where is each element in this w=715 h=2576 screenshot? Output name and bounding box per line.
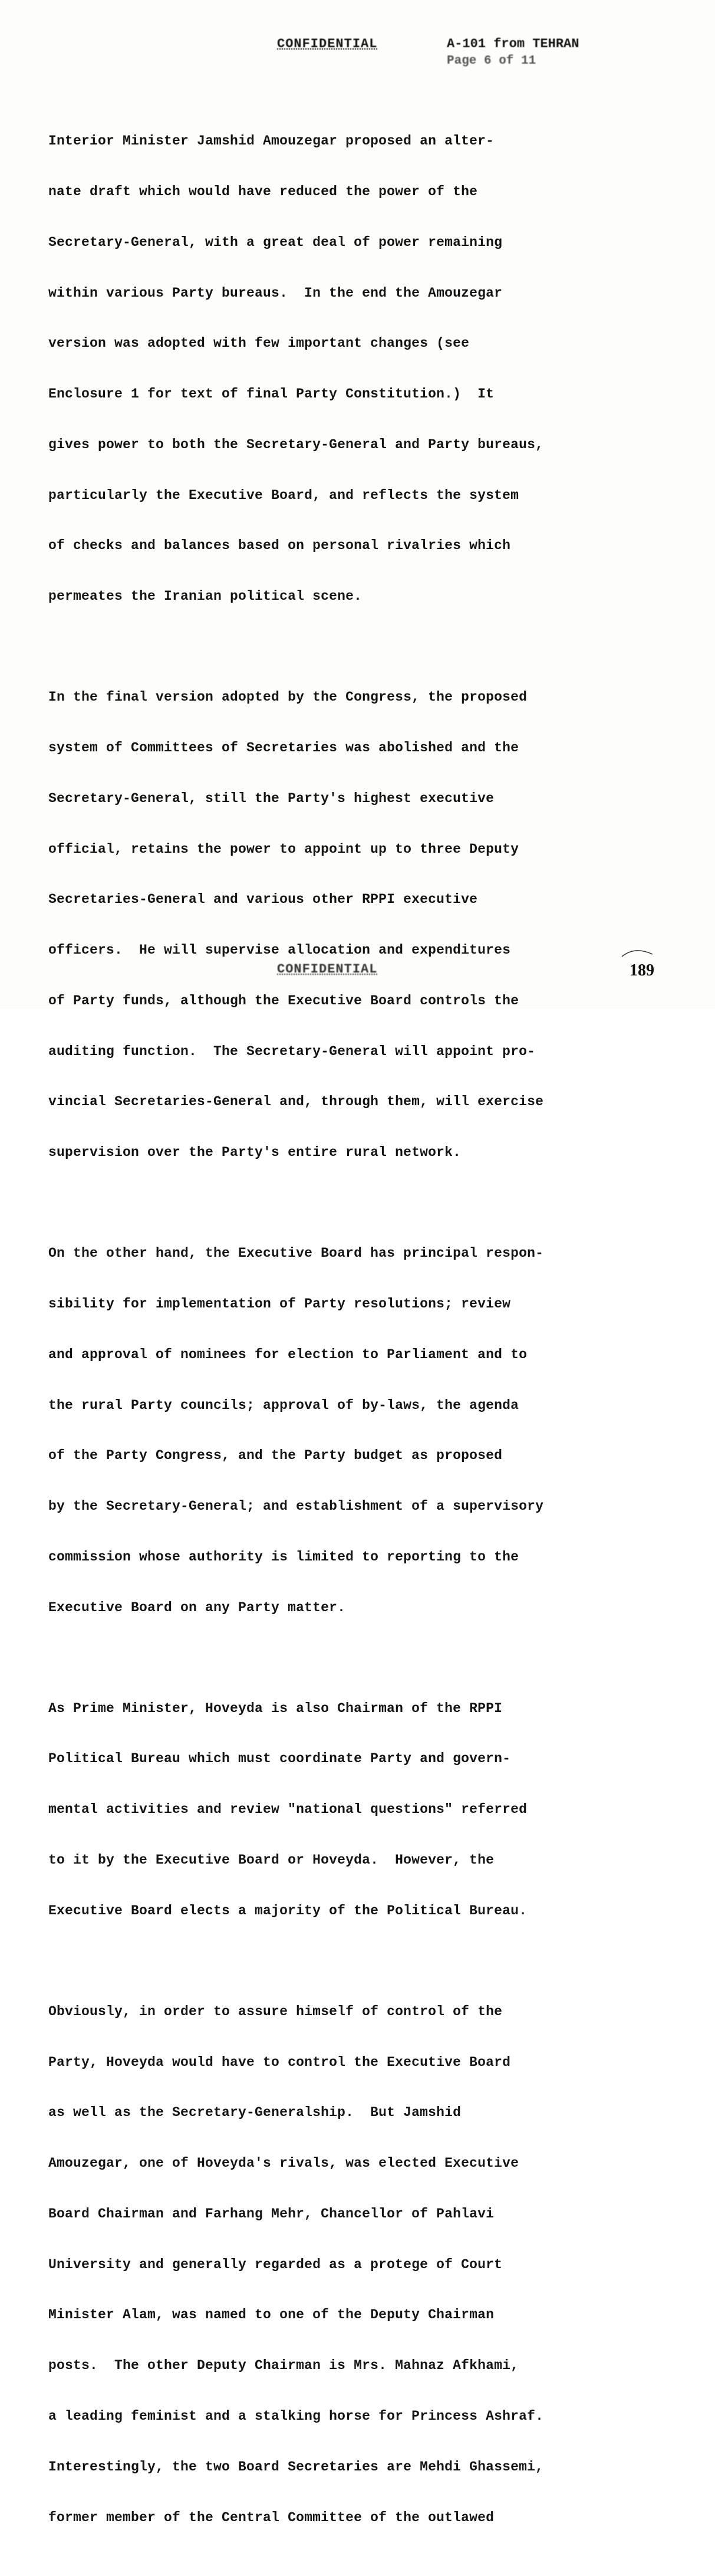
text-line: a leading feminist and a stalking horse for Princess Ashraf. [48,2408,544,2424]
text-line: permeates the Iranian political scene. [48,589,363,604]
text-line: Political Bureau which must coordinate Party and govern- [48,1751,511,1767]
page-number: 189 [630,961,654,980]
text-line: and approval of nominees for election to Parliament and to [48,1346,528,1362]
text-line: as well as the Secretary-Generalship. But Jamshid [48,2105,462,2121]
text-line: As Prime Minister, Hoveyda is also Chairman of the RPPI [48,1700,503,1716]
header-classification: CONFIDENTIAL [277,37,378,51]
text-line: Party, Hoveyda would have to control the Executive Board [48,2054,511,2070]
text-line: particularly the Executive Board, and reflects the system [48,487,519,503]
body-text [48,99,661,2576]
text-line: vincial Secretaries-General and, through them, will exercise [48,1094,544,1110]
text-line: of Party funds, although the Executive Board controls the [48,993,519,1008]
text-line: of the Party Congress, and the Party budget as proposed [48,1448,503,1464]
text-line: official, retains the power to appoint up to three Deputy [48,841,519,857]
paragraph-2 [48,655,661,1195]
text-line: On the other hand, the Executive Board has principal respon- [48,1246,544,1261]
text-line: Interestingly, the two Board Secretaries are Mehdi Ghassemi, [48,2459,544,2475]
text-line: Secretaries-General and various other RPPI executive [48,892,478,908]
text-line: Interior Minister Jamshid Amouzegar proposed an alter- [48,133,495,149]
header-page-of: Page 6 of 11 [447,54,536,68]
text-line: Executive Board elects a majority of the Political Bureau. [48,1903,528,1918]
paragraph-5 [48,1970,661,2560]
footer-classification: CONFIDENTIAL [277,962,378,977]
text-line: supervision over the Party's entire rural network. [48,1145,462,1161]
text-line: Amouzegar, one of Hoveyda's rivals, was elected Executive [48,2156,519,2171]
text-line: the rural Party councils; approval of by-laws, the agenda [48,1397,519,1413]
text-line: by the Secretary-General; and establishment of a supervisory [48,1499,544,1514]
header-document-line: A-101 from TEHRAN [447,37,579,51]
paragraph-1 [48,99,661,639]
text-line: Enclosure 1 for text of final Party Constitution.) It [48,386,495,402]
text-line: Secretary-General, with a great deal of power remaining [48,234,503,250]
text-line: gives power to both the Secretary-General and Party bureaus, [48,436,544,452]
handwritten-arc-mark [620,946,654,958]
text-line: Secretary-General, still the Party's highest executive [48,790,495,806]
text-line: auditing function. The Secretary-General will appoint pro- [48,1043,536,1059]
text-line: system of Committees of Secretaries was abolished and the [48,740,519,755]
text-line: former member of the Central Committee of the outlawed [48,2509,495,2525]
text-line: In the final version adopted by the Congress, the proposed [48,689,528,705]
text-line: commission whose authority is limited to reporting to the [48,1549,519,1565]
text-line: to it by the Executive Board or Hoveyda. However, the [48,1852,495,1868]
text-line: Executive Board on any Party matter. [48,1599,346,1615]
text-line: University and generally regarded as a protege of Court [48,2256,503,2272]
text-line: Obviously, in order to assure himself of control of the [48,2003,503,2019]
text-line: of checks and balances based on personal rivalries which [48,538,511,554]
paragraph-3 [48,1211,661,1650]
text-line: sibility for implementation of Party resolutions; review [48,1296,511,1312]
text-line: officers. He will supervise allocation and expenditures [48,942,511,958]
text-line: nate draft which would have reduced the power of the [48,183,478,199]
text-line: Minister Alam, was named to one of the Deputy Chairman [48,2307,495,2323]
text-line: Board Chairman and Farhang Mehr, Chancellor of Pahlavi [48,2206,495,2222]
text-line: mental activities and review "national questions" referred [48,1802,528,1818]
paragraph-4 [48,1666,661,1953]
text-line: version was adopted with few important changes (see [48,336,470,351]
text-line: posts. The other Deputy Chairman is Mrs. Mahnaz Afkhami, [48,2358,519,2374]
text-line: within various Party bureaus. In the end the Amouzegar [48,285,503,301]
